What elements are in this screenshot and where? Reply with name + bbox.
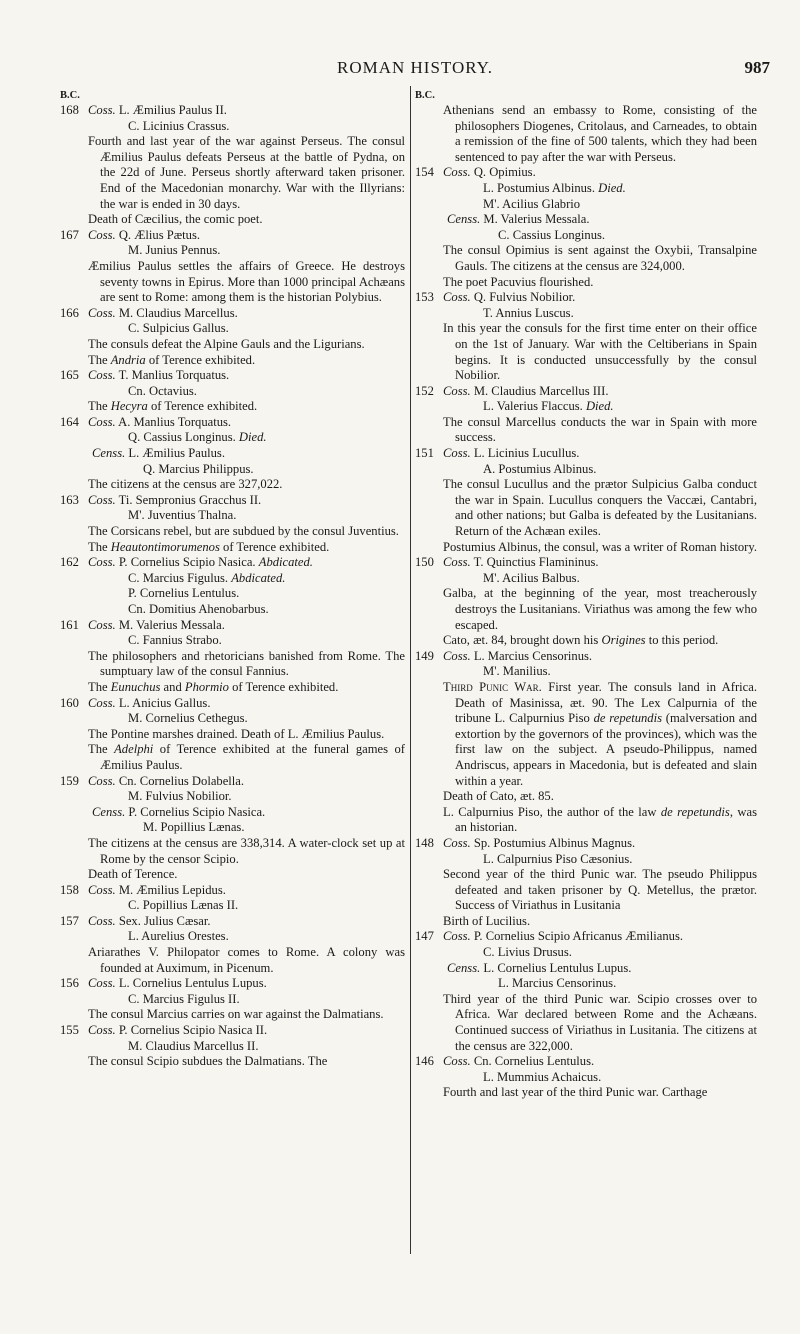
magistrate-name <box>443 197 757 213</box>
status-note: Died. <box>238 430 267 445</box>
magistrate-name <box>88 711 405 727</box>
magistrate-name <box>88 602 405 618</box>
page-header <box>60 60 770 80</box>
year-label: 155 <box>60 1023 79 1038</box>
year-entry <box>415 1054 757 1101</box>
text-run: Third year of the third Punic war. Scipio crosses over to Africa. War declared between Rome and the Achæans. Continued success of Viriathus in Lusitania. The citizens at the census are 322,000. <box>443 991 757 1053</box>
year-entry <box>60 976 405 1023</box>
consuls-line <box>88 914 405 930</box>
magistrate-name <box>443 1070 757 1086</box>
consuls-line <box>88 228 405 244</box>
text-run: Birth of Lucilius. <box>443 913 531 928</box>
consuls-line <box>443 1054 757 1070</box>
magistrate-name <box>88 571 405 587</box>
magistrate-name <box>88 119 405 135</box>
text-run: The <box>88 399 111 414</box>
person-name: L. Æmilius Paulus. <box>128 446 225 461</box>
office-abbrev: Coss. <box>88 1023 116 1038</box>
person-name: L. Æmilius Paulus II. <box>118 103 227 117</box>
text-run: The consul Lucullus and the prætor Sulpicius Galba conduct the war in Spain. Lucullus conquers the Vaccæi, Cantabri, and other nations; but Galba is defeated by the Lusitanians. Return of the Achæan exiles. <box>443 477 757 539</box>
office-abbrev: Coss. <box>443 165 471 180</box>
magistrate-name <box>88 243 405 259</box>
entry-paragraph <box>443 275 757 291</box>
text-run: (malversation and extortion by the governors of the provinces), which was the first law on the subject. A pseudo-Philippus, named Andriscus, appears in Macedonia, but is defeated and slain within a year. <box>455 711 757 788</box>
office-abbrev: Coss. <box>443 383 471 398</box>
year-label: 154 <box>415 165 434 180</box>
office-abbrev: Coss. <box>443 1054 471 1069</box>
year-label: 151 <box>415 446 434 461</box>
office-abbrev: Coss. <box>88 414 116 429</box>
consuls-line <box>443 929 757 945</box>
person-name: L. Cornelius Lentulus Lupus. <box>483 960 632 975</box>
text-run: The poet Pacuvius flourished. <box>443 274 594 289</box>
consuls-line <box>443 649 757 665</box>
year-entry <box>415 649 757 836</box>
text-run: of Terence exhibited. <box>145 352 256 367</box>
magistrate-name <box>443 852 757 868</box>
year-label: 146 <box>415 1054 434 1069</box>
office-abbrev: Coss. <box>443 290 471 305</box>
censors-line <box>88 446 405 462</box>
person-name: C. Livius Drusus. <box>483 945 572 960</box>
year-label: 167 <box>60 227 79 242</box>
office-abbrev: Coss. <box>88 913 116 928</box>
magistrate-name <box>88 462 405 478</box>
person-name: C. Fannius Strabo. <box>128 633 222 648</box>
year-entry <box>60 228 405 306</box>
person-name: T. Annius Luscus. <box>483 305 574 320</box>
magistrate-name <box>88 898 405 914</box>
office-abbrev: Coss. <box>443 555 471 570</box>
office-abbrev: Coss. <box>88 976 116 991</box>
magistrate-name <box>443 664 757 680</box>
year-label: 150 <box>415 555 434 570</box>
person-name: C. Sulpicius Gallus. <box>128 321 229 336</box>
left-column <box>60 88 405 1070</box>
person-name: M. Claudius Marcellus. <box>118 305 238 320</box>
year-label: 153 <box>415 290 434 305</box>
person-name: T. Manlius Torquatus. <box>118 368 230 383</box>
entry-paragraph <box>443 586 757 633</box>
magistrate-name <box>88 586 405 602</box>
magistrate-name <box>88 820 405 836</box>
person-name: P. Cornelius Scipio Nasica. <box>118 555 256 570</box>
person-name: L. Marcius Censorinus. <box>498 976 617 991</box>
office-abbrev: Coss. <box>88 492 116 507</box>
office-abbrev: Censs. <box>92 446 126 461</box>
consuls-line <box>88 368 405 384</box>
entry-paragraph <box>88 867 405 883</box>
text-run: The <box>88 539 111 554</box>
year-entry <box>60 306 405 368</box>
entry-paragraph <box>443 914 757 930</box>
text-run: Death of Cato, æt. 85. <box>443 789 554 804</box>
entry-paragraph <box>88 945 405 976</box>
year-label: 168 <box>60 103 79 117</box>
entry-paragraph <box>88 1054 405 1070</box>
person-name: C. Licinius Crassus. <box>128 118 230 133</box>
year-label: 165 <box>60 368 79 383</box>
right-column <box>415 88 757 1101</box>
person-name: Q. Opimius. <box>473 165 536 180</box>
magistrate-name <box>443 181 757 197</box>
person-name: C. Marcius Figulus II. <box>128 991 240 1006</box>
person-name: Sex. Julius Cæsar. <box>118 913 211 928</box>
magistrate-name <box>88 430 405 446</box>
year-entry <box>60 368 405 415</box>
magistrate-name <box>443 228 757 244</box>
text-run: Ariarathes V. Philopator comes to Rome. A colony was founded at Auximum, in Picenum. <box>88 945 405 975</box>
year-entry <box>415 290 757 384</box>
entry-paragraph <box>443 805 757 836</box>
italic-title: de repetundis <box>593 711 662 726</box>
year-entry <box>60 914 405 976</box>
person-name: M. Claudius Marcellus III. <box>473 383 609 398</box>
running-title: ROMAN HISTORY. <box>336 58 494 77</box>
year-label: 157 <box>60 913 79 928</box>
text-run: L. Calpurnius Piso, the author of the law <box>443 804 661 819</box>
person-name: C. Popillius Lænas II. <box>128 898 239 913</box>
year-label: 161 <box>60 617 79 632</box>
person-name: C. Marcius Figulus. <box>128 570 229 585</box>
magistrate-name <box>443 462 757 478</box>
text-run: and <box>160 679 185 694</box>
text-run: The consul Opimius is sent against the Oxybii, Transalpine Gauls. The citizens at the census are 324,000. <box>443 243 757 273</box>
war-heading: Third Punic War. <box>443 679 542 694</box>
person-name: M. Popillius Lænas. <box>143 820 245 835</box>
person-name: M'. Manilius. <box>483 664 551 679</box>
consuls-line <box>88 976 405 992</box>
entry-paragraph <box>443 992 757 1054</box>
office-abbrev: Coss. <box>88 555 116 570</box>
text-run: Cato, æt. 84, brought down his <box>443 633 602 648</box>
office-abbrev: Coss. <box>443 929 471 944</box>
magistrate-name <box>443 306 757 322</box>
person-name: M. Valerius Messala. <box>118 617 225 632</box>
year-entry <box>415 384 757 446</box>
year-entry <box>60 883 405 914</box>
year-entry <box>415 836 757 930</box>
consuls-line <box>88 103 405 119</box>
magistrate-name <box>88 929 405 945</box>
italic-title: de repetundis <box>660 804 730 819</box>
text-run: The philosophers and rhetoricians banished from Rome. The sumptuary law of the consul Fannius. <box>88 648 405 679</box>
person-name: M'. Acilius Glabrio <box>483 196 581 211</box>
entry-paragraph <box>88 212 405 228</box>
page-number: 987 <box>744 58 770 77</box>
magistrate-name <box>88 384 405 400</box>
person-name: L. Valerius Flaccus. <box>483 399 583 414</box>
entry-paragraph <box>443 477 757 539</box>
consuls-line <box>88 555 405 571</box>
consuls-line <box>443 555 757 571</box>
italic-title: Eunuchus <box>110 679 161 694</box>
entry-paragraph <box>443 1085 757 1101</box>
text-run: The consul Marcius carries on war against the Dalmatians. <box>88 1007 384 1022</box>
person-name: M. Æmilius Lepidus. <box>118 882 226 897</box>
magistrate-name <box>88 789 405 805</box>
entry-paragraph <box>88 836 405 867</box>
entry-paragraph <box>88 680 405 696</box>
consuls-line <box>88 493 405 509</box>
magistrate-name <box>443 571 757 587</box>
text-run: Fourth and last year of the war against Perseus. The consul Æmilius Paulus defeats Perseus at the battle of Pydna, on the 22d of June. Perseus shortly afterward taken prisoner. End of the Macedonian monarchy. War with the Illyrians: the war is ended in 30 days. <box>88 134 405 211</box>
person-name: Q. Fulvius Nobilior. <box>473 290 576 305</box>
consuls-line <box>443 165 757 181</box>
magistrate-name <box>88 992 405 1008</box>
text-run: The <box>88 352 111 367</box>
person-name: M. Junius Pennus. <box>128 243 221 258</box>
year-label: 159 <box>60 773 79 788</box>
status-note: Abdicated. <box>231 570 286 585</box>
person-name: M. Valerius Messala. <box>483 212 590 227</box>
consuls-line <box>88 415 405 431</box>
entry-paragraph <box>443 867 757 914</box>
magistrate-name <box>443 945 757 961</box>
year-label: 148 <box>415 835 434 850</box>
person-name: T. Quinctius Flamininus. <box>473 555 599 570</box>
italic-title: Andria <box>110 352 146 367</box>
text-run: In this year the consuls for the first time enter on their office on the 1st of January. War with the Celtiberians in Spain begins. It is conducted unsuccessfully by the consul Nobilior. <box>443 321 757 383</box>
entry-paragraph <box>443 243 757 274</box>
office-abbrev: Coss. <box>88 227 116 242</box>
text-run: Postumius Albinus, the consul, was a writer of Roman history. <box>443 539 758 554</box>
consuls-line <box>88 883 405 899</box>
text-run: The consuls defeat the Alpine Gauls and the Ligurians. <box>88 336 365 351</box>
office-abbrev: Coss. <box>88 882 116 897</box>
status-note: Died. <box>585 399 614 414</box>
consuls-line <box>88 618 405 634</box>
person-name: L. Postumius Albinus. <box>483 180 595 195</box>
entry-paragraph <box>88 742 405 773</box>
censors-line <box>443 961 757 977</box>
office-abbrev: Censs. <box>447 212 481 227</box>
italic-title: Adelphi <box>114 742 154 757</box>
person-name: L. Licinius Lucullus. <box>473 446 580 461</box>
text-run: of Terence exhibited. <box>147 399 258 414</box>
consuls-line <box>443 836 757 852</box>
censors-line <box>88 805 405 821</box>
year-entry <box>60 696 405 774</box>
person-name: M. Claudius Marcellus II. <box>128 1038 259 1053</box>
entry-paragraph <box>443 321 757 383</box>
person-name: P. Cornelius Scipio Nasica. <box>128 804 266 819</box>
entry-paragraph <box>88 134 405 212</box>
consuls-line <box>443 384 757 400</box>
consuls-line <box>88 306 405 322</box>
italic-title: Phormio <box>184 679 229 694</box>
entry-paragraph <box>443 680 757 789</box>
person-name: L. Cornelius Lentulus Lupus. <box>118 976 267 991</box>
text-run: , was an historian. <box>455 804 757 835</box>
year-entry <box>60 774 405 883</box>
office-abbrev: Coss. <box>88 695 116 710</box>
year-entry <box>60 103 405 228</box>
magistrate-name <box>443 976 757 992</box>
person-name: C. Cassius Longinus. <box>498 227 606 242</box>
person-name: Q. Marcius Philippus. <box>143 461 254 476</box>
person-name: A. Postumius Albinus. <box>483 461 597 476</box>
office-abbrev: Coss. <box>443 835 471 850</box>
person-name: Q. Ælius Pætus. <box>118 227 200 242</box>
entry-paragraph <box>443 540 757 556</box>
text-run: Fourth and last year of the third Punic war. Carthage <box>443 1085 708 1100</box>
person-name: L. Calpurnius Piso Cæsonius. <box>483 851 633 866</box>
text-run: The consul Marcellus conducts the war in Spain with more success. <box>443 414 757 445</box>
text-run: of Terence exhibited at the funeral games of Æmilius Paulus. <box>100 742 406 772</box>
bc-label: B.C. <box>415 90 435 101</box>
year-label: 160 <box>60 695 79 710</box>
magistrate-name <box>88 633 405 649</box>
text-run: The Corsicans rebel, but are subdued by the consul Juventius. <box>88 524 399 539</box>
magistrate-name <box>88 321 405 337</box>
office-abbrev: Coss. <box>88 617 116 632</box>
year-label: 164 <box>60 414 79 429</box>
year-label: 166 <box>60 305 79 320</box>
text-run: Galba, at the beginning of the year, most treacherously destroys the Lusitanians. Viriathus was among the few who escaped. <box>443 586 757 632</box>
person-name: L. Mummius Achaicus. <box>483 1069 602 1084</box>
year-entry <box>60 415 405 493</box>
italic-title: Heautontimorumenos <box>110 539 220 554</box>
text-run: The <box>88 742 115 757</box>
bc-label: B.C. <box>60 90 80 101</box>
person-name: M. Fulvius Nobilior. <box>128 789 232 804</box>
consuls-line <box>443 446 757 462</box>
text-run: The Pontine marshes drained. Death of L. Æmilius Paulus. <box>88 726 385 741</box>
office-abbrev: Censs. <box>92 804 126 819</box>
magistrate-name <box>88 1039 405 1055</box>
italic-title: Origines <box>601 633 646 648</box>
text-run: of Terence exhibited. <box>228 679 339 694</box>
text-run: Death of Cæcilius, the comic poet. <box>88 212 263 227</box>
person-name: Q. Cassius Longinus. <box>128 430 236 445</box>
entry-paragraph <box>88 1007 405 1023</box>
entry-paragraph <box>88 259 405 306</box>
text-run: The citizens at the census are 327,022. <box>88 477 283 492</box>
person-name: Cn. Domitius Ahenobarbus. <box>128 602 269 616</box>
person-name: P. Cornelius Lentulus. <box>128 586 240 601</box>
entry-paragraph <box>88 337 405 353</box>
year-label: 147 <box>415 929 434 944</box>
magistrate-name <box>443 399 757 415</box>
consuls-line <box>88 696 405 712</box>
entry-paragraph <box>88 477 405 493</box>
entry-paragraph <box>443 103 757 165</box>
text-run: Æmilius Paulus settles the affairs of Greece. He destroys seventy towns in Epirus. More than 1000 principal Achæans are sent to Rome: among them is the historian Polybius. <box>88 258 405 305</box>
entry-paragraph <box>88 727 405 743</box>
person-name: Cn. Cornelius Dolabella. <box>118 773 245 788</box>
year-entry <box>60 618 405 696</box>
text-run: Death of Terence. <box>88 867 178 882</box>
text-run: to this period. <box>645 633 719 648</box>
status-note: Abdicated. <box>258 555 313 570</box>
consuls-line <box>88 1023 405 1039</box>
entry-paragraph <box>88 540 405 556</box>
entry-paragraph <box>443 415 757 446</box>
text-run: The citizens at the census are 338,314. A water-clock set up at Rome by the censor Scipio. <box>88 835 405 866</box>
office-abbrev: Coss. <box>443 648 471 663</box>
entry-paragraph <box>443 633 757 649</box>
year-entry <box>415 103 757 165</box>
person-name: P. Cornelius Scipio Africanus Æmilianus. <box>473 929 684 944</box>
text-run: The <box>88 679 111 694</box>
office-abbrev: Censs. <box>447 960 481 975</box>
person-name: L. Anicius Gallus. <box>118 695 211 710</box>
office-abbrev: Coss. <box>88 103 116 117</box>
consuls-line <box>443 290 757 306</box>
office-abbrev: Coss. <box>443 446 471 461</box>
person-name: A. Manlius Torquatus. <box>118 414 232 429</box>
office-abbrev: Coss. <box>88 368 116 383</box>
censors-line <box>443 212 757 228</box>
text-run: Athenians send an embassy to Rome, consisting of the philosophers Diogenes, Critolaus, and Carneades, to obtain a remission of the fine of 500 talents, which they had been sentenced to pay after the war with Perseus. <box>443 103 757 164</box>
status-note: Died. <box>598 180 626 195</box>
year-entry <box>415 555 757 649</box>
year-entry <box>60 493 405 555</box>
year-label: 152 <box>415 383 434 398</box>
entry-paragraph <box>88 399 405 415</box>
text-run: of Terence exhibited. <box>219 539 330 554</box>
year-label: 149 <box>415 648 434 663</box>
text-run: Second year of the third Punic war. The pseudo Philippus defeated and taken prisoner by Q. Metellus, the prætor. Success of Viriathus in Lusitania <box>443 867 757 913</box>
year-label: 156 <box>60 976 79 991</box>
year-label: 163 <box>60 492 79 507</box>
entry-paragraph <box>88 649 405 680</box>
person-name: L. Marcius Censorinus. <box>473 648 593 663</box>
text-run: First year. The consuls land in Africa. Death of Masinissa, æt. 90. The Lex Calpurnia of the tribune L. Calpurnius Piso <box>455 679 757 726</box>
person-name: M'. Acilius Balbus. <box>483 570 580 585</box>
year-entry <box>415 446 757 555</box>
year-entry <box>415 165 757 290</box>
office-abbrev: Coss. <box>88 773 116 788</box>
year-entry <box>60 1023 405 1070</box>
entry-paragraph <box>88 353 405 369</box>
entry-paragraph <box>443 789 757 805</box>
column-divider <box>410 86 411 1254</box>
person-name: Cn. Cornelius Lentulus. <box>473 1054 595 1069</box>
person-name: Sp. Postumius Albinus Magnus. <box>473 835 636 850</box>
person-name: Cn. Octavius. <box>128 383 197 398</box>
entry-paragraph <box>88 524 405 540</box>
person-name: M. Cornelius Cethegus. <box>128 711 248 726</box>
year-entry <box>415 929 757 1054</box>
year-label: 162 <box>60 555 79 570</box>
text-run: The consul Scipio subdues the Dalmatians. The <box>88 1054 328 1069</box>
year-label: 158 <box>60 882 79 897</box>
italic-title: Hecyra <box>110 399 148 414</box>
office-abbrev: Coss. <box>88 305 116 320</box>
consuls-line <box>88 774 405 790</box>
magistrate-name <box>88 508 405 524</box>
person-name: M'. Juventius Thalna. <box>128 508 237 523</box>
person-name: Ti. Sempronius Gracchus II. <box>118 492 262 507</box>
person-name: P. Cornelius Scipio Nasica II. <box>118 1023 268 1038</box>
person-name: L. Aurelius Orestes. <box>128 929 229 944</box>
year-entry <box>60 555 405 617</box>
